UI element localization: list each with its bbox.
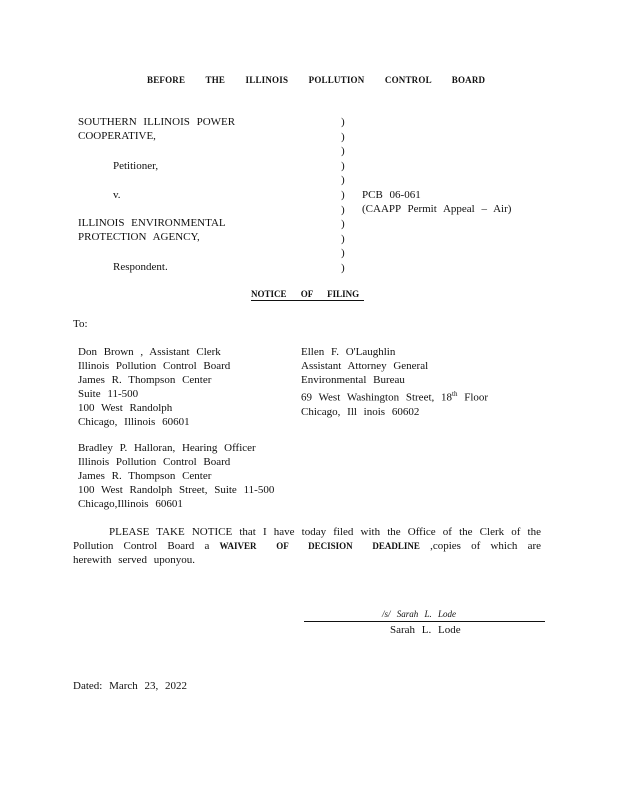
petitioner-name-line1: SOUTHERN ILLINOIS POWER — [78, 116, 236, 128]
address-line: Bradley P. Halloran, Hearing Officer — [78, 442, 256, 454]
caption-paren: ) — [341, 218, 345, 231]
address-line: Ellen F. O'Laughlin — [301, 346, 396, 358]
versus-label: v. — [113, 189, 121, 201]
caption-paren: ) — [341, 130, 345, 143]
hearing-officer-address-block — [78, 441, 274, 511]
address-line: James R. Thompson Center — [78, 470, 212, 482]
address-line: Illinois Pollution Control Board — [78, 360, 231, 372]
address-line: Don Brown , Assistant Clerk — [78, 346, 221, 358]
notice-text-part2: ,copies of which are herewith served uponyou. — [73, 540, 541, 566]
petitioner-label: Petitioner, — [113, 160, 159, 172]
signer-name: Sarah L. Lode — [390, 624, 461, 636]
respondent-name-line1: ILLINOIS ENVIRONMENTAL — [78, 217, 226, 229]
notice-title-underline — [251, 300, 364, 301]
respondent-label: Respondent. — [113, 261, 168, 273]
document-title: BEFORE THE ILLINOIS POLLUTION CONTROL BOARD — [147, 75, 486, 85]
to-label: To: — [73, 318, 88, 330]
notice-title: NOTICE OF FILING — [251, 289, 360, 299]
street-superscript: th — [452, 390, 458, 398]
address-line: 100 West Randolph — [78, 402, 173, 414]
address-line: Environmental Bureau — [301, 374, 405, 386]
case-type: (CAAPP Permit Appeal – Air) — [362, 203, 512, 215]
electronic-signature: /s/ Sarah L. Lode — [382, 609, 457, 619]
address-line: Assistant Attorney General — [301, 360, 429, 372]
caption-paren: ) — [341, 116, 345, 128]
notice-paragraph — [73, 525, 541, 567]
address-line: James R. Thompson Center — [78, 374, 212, 386]
caption-paren: ) — [341, 188, 345, 201]
caption-paren: ) — [341, 174, 345, 187]
address-line: Illinois Pollution Control Board — [78, 456, 231, 468]
address-line: 100 West Randolph Street, Suite 11-500 — [78, 484, 275, 496]
attorney-address-block — [301, 345, 488, 419]
caption-paren: ) — [341, 203, 345, 216]
caption-paren: ) — [341, 261, 345, 274]
filed-document-title: WAIVER OF DECISION DEADLINE — [219, 541, 420, 551]
street-text: 69 West Washington Street, 18 — [301, 391, 453, 404]
address-line: Suite 11-500 — [78, 388, 139, 400]
petitioner-name-line2: COOPERATIVE, — [78, 130, 156, 142]
caption-paren: ) — [341, 159, 345, 172]
caption-paren: ) — [341, 232, 345, 245]
dated-line: Dated: March 23, 2022 — [73, 680, 188, 692]
address-line: Chicago, Ill inois 60602 — [301, 405, 420, 418]
respondent-name-line2: PROTECTION AGENCY, — [78, 231, 200, 243]
caption-paren: ) — [341, 247, 345, 260]
caption-divider — [341, 115, 345, 276]
street-floor: Floor — [457, 391, 489, 404]
address-line: Chicago,Illinois 60601 — [78, 498, 183, 510]
caption-paren: ) — [341, 145, 345, 158]
address-line-street — [301, 387, 488, 405]
address-line: Chicago, Illinois 60601 — [78, 416, 190, 428]
notice-text-part1: PLEASE TAKE NOTICE that I have today filed with the Office of the Clerk of the Pollution Control Board a — [73, 526, 541, 552]
clerk-address-block — [78, 345, 230, 429]
signature-line — [304, 621, 545, 622]
case-number: PCB 06-061 — [362, 189, 421, 201]
